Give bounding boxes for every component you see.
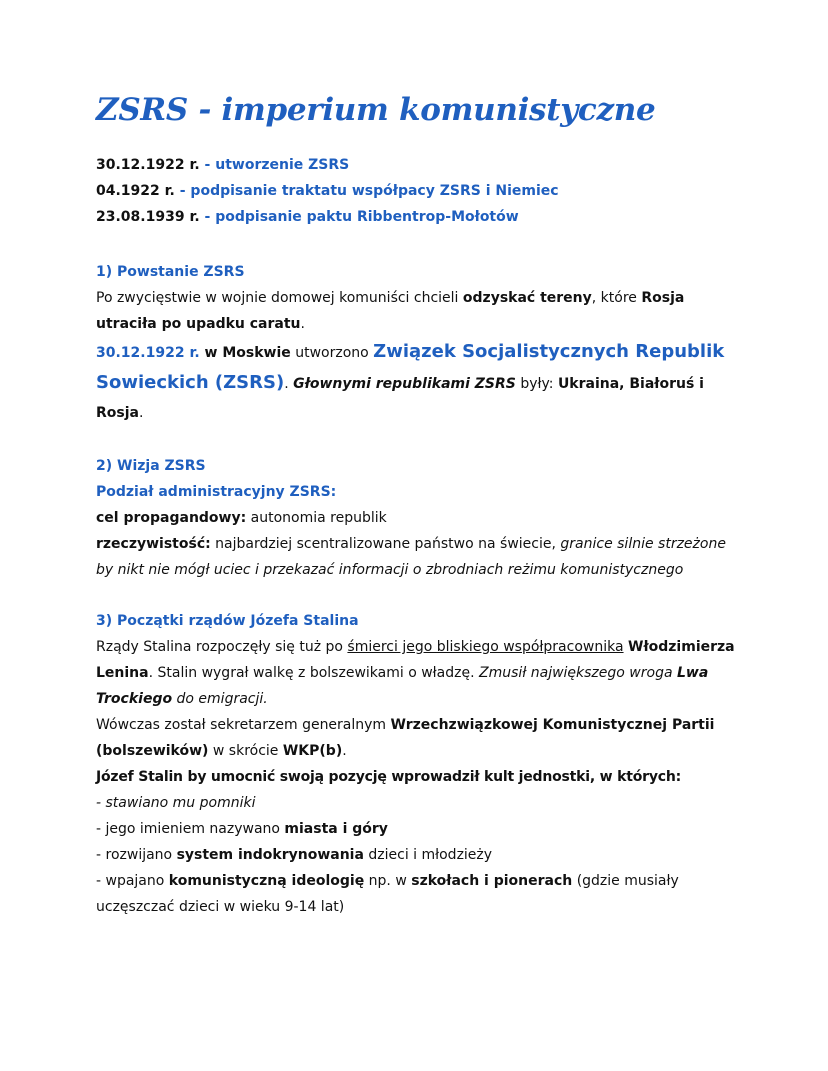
document-page	[96, 92, 736, 946]
text: .	[300, 316, 305, 332]
key-dates	[96, 152, 736, 230]
page-title: ZSRS - imperium komunistyczne	[96, 92, 656, 128]
date: 04.1922 r.	[96, 183, 175, 199]
bold-text: miasta i góry	[284, 821, 388, 837]
date: 23.08.1939 r.	[96, 209, 200, 225]
section-heading: 2) Wizja ZSRS	[96, 458, 206, 474]
text: np. w	[364, 873, 412, 889]
text: - jego imieniem nazywano	[96, 821, 285, 837]
list-item: - stawiano mu pomniki	[96, 795, 256, 811]
text: Po zwycięstwie w wojnie domowej komuniści chcieli	[96, 290, 463, 306]
bold-text: Włodzimierza Lenina	[96, 639, 735, 681]
text: w	[199, 345, 223, 361]
list-item	[96, 816, 736, 842]
bold-italic-text: Lwa Trockiego	[96, 665, 709, 707]
text: . Stalin wygrał walkę z bolszewikami o władzę.	[148, 665, 479, 681]
bold-text: szkołach i pionerach	[411, 873, 573, 889]
underlined-text: śmierci jego bliskiego współpracownika	[347, 639, 624, 655]
highlight-name: Związek Socjalistycznych Republik Sowieckich (ZSRS)	[96, 341, 725, 393]
paragraph	[96, 634, 736, 712]
italic-text: do emigracji.	[172, 691, 268, 707]
bold-label: cel propagandowy:	[96, 510, 247, 526]
date-row	[96, 152, 736, 178]
sub-heading: Podział administracyjny ZSRS:	[96, 484, 337, 500]
paragraph	[96, 712, 736, 764]
bold-label: rzeczywistość:	[96, 536, 211, 552]
date: 30.12.1922 r.	[96, 157, 200, 173]
bold-text: Moskwie	[222, 345, 291, 361]
bold-text: system indokrynowania	[176, 847, 364, 863]
bold-text: Ukraina, Białoruś i Rosja	[96, 376, 704, 421]
paragraph	[96, 285, 736, 337]
text: Rządy Stalina rozpoczęły się tuż po	[96, 639, 348, 655]
text: w skrócie	[208, 743, 283, 759]
section-powstanie	[96, 260, 736, 428]
text: dzieci i młodzieży	[363, 847, 493, 863]
section-heading: 1) Powstanie ZSRS	[96, 264, 245, 280]
text: były:	[515, 376, 558, 392]
italic-text: Zmusił największego wroga	[478, 665, 677, 681]
date-row	[96, 178, 736, 204]
paragraph: Józef Stalin by umocnić swoją pozycję wprowadził kult jednostki, w których:	[96, 769, 682, 785]
list-item	[96, 868, 736, 920]
text: (gdzie musiały uczęszczać dzieci w wieku 9-14 lat)	[96, 873, 679, 915]
bold-text: Rosja utraciła po upadku caratu	[96, 290, 685, 332]
section-wizja	[96, 454, 736, 583]
date-desc: - podpisanie paktu Ribbentrop-Mołotów	[204, 209, 519, 225]
date-desc: - podpisanie traktatu współpacy ZSRS i Niemiec	[179, 183, 559, 199]
italic-text: granice silnie strzeżone by nikt nie mógł uciec i przekazać informacji o zbrodniach reżimu komunistycznego	[96, 536, 726, 578]
text: , które	[591, 290, 642, 306]
bold-text: odzyskać tereny	[462, 290, 592, 306]
bold-text: WKP(b)	[282, 743, 343, 759]
text: utworzono	[290, 345, 374, 361]
paragraph	[96, 505, 736, 531]
text: .	[342, 743, 347, 759]
bold-text: Wrzechzwiązkowej Komunistycznej Partii (bolszewików)	[96, 717, 715, 759]
text: .	[138, 405, 144, 421]
paragraph	[96, 337, 736, 428]
section-stalin	[96, 609, 736, 920]
paragraph	[96, 531, 736, 583]
date-desc: - utworzenie ZSRS	[204, 157, 350, 173]
text: Wówczas został sekretarzem generalnym	[96, 717, 391, 733]
text: .	[284, 376, 294, 392]
italic-text: Głownymi republikami ZSRS	[293, 376, 516, 392]
date: 30.12.1922 r.	[96, 345, 200, 361]
bold-text: komunistyczną ideologię	[168, 873, 365, 889]
text: - rozwijano	[96, 847, 177, 863]
text: - wpajano	[96, 873, 169, 889]
text: autonomia republik	[246, 510, 387, 526]
date-row	[96, 204, 736, 230]
list-item	[96, 842, 736, 868]
section-heading: 3) Początki rządów Józefa Stalina	[96, 613, 359, 629]
text: najbardziej scentralizowane państwo na świecie,	[210, 536, 561, 552]
